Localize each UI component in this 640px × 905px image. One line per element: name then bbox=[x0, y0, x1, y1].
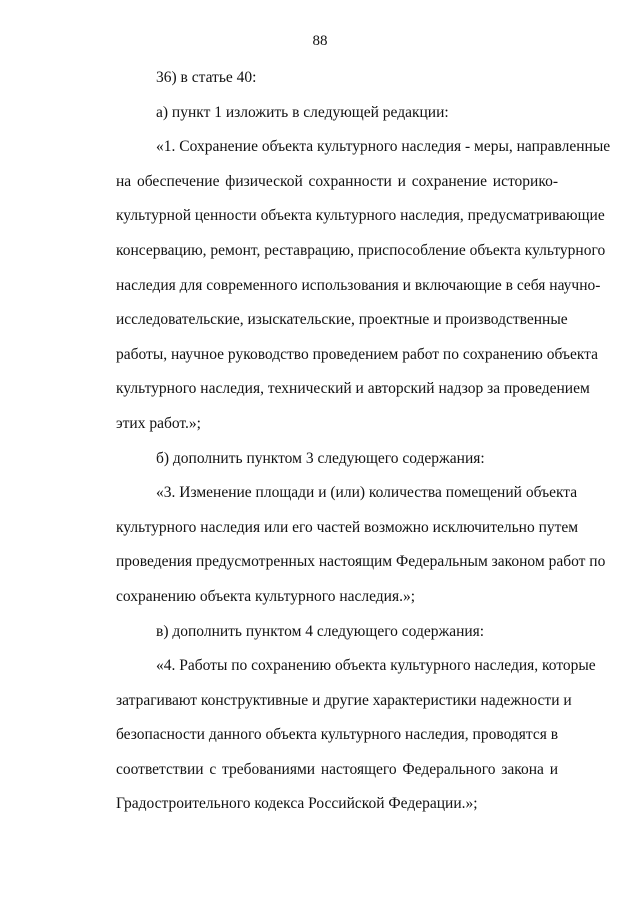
text-line: соответствии с требованиями настоящего Федерального закона и bbox=[116, 760, 558, 778]
paragraph-subitem-b bbox=[76, 442, 558, 477]
text-line: «4. Работы по сохранению объекта культурного наследия, которые bbox=[156, 657, 596, 675]
text-line: культурного наследия, технический и авторский надзор за проведением bbox=[116, 380, 590, 398]
text-line: безопасности данного объекта культурного наследия, проводятся в bbox=[116, 726, 559, 744]
paragraph-point-3 bbox=[76, 476, 606, 614]
paragraph-subitem-c bbox=[76, 615, 558, 650]
text-line: «1. Сохранение объекта культурного наследия - меры, направленные bbox=[156, 138, 611, 156]
text-line: затрагивают конструктивные и другие характеристики надежности и bbox=[116, 691, 572, 709]
paragraph-point-1 bbox=[76, 130, 611, 441]
text-line: в) дополнить пунктом 4 следующего содержания: bbox=[156, 622, 485, 640]
text-line: Градостроительного кодекса Российской Федерации.»; bbox=[116, 795, 478, 813]
text-line: «3. Изменение площади и (или) количества помещений объекта bbox=[156, 484, 578, 502]
paragraph-subitem-a bbox=[76, 96, 558, 131]
text-line: работы, научное руководство проведением работ по сохранению объекта bbox=[116, 345, 599, 363]
paragraph-point-4 bbox=[76, 649, 596, 822]
paragraph-article-heading bbox=[76, 61, 558, 96]
page-number: 88 bbox=[312, 33, 328, 49]
text-line: культурного наследия или его частей возможно исключительно путем bbox=[116, 518, 579, 536]
text-line: наследия для современного использования и включающие в себя научно- bbox=[116, 276, 601, 294]
text-line: 36) в статье 40: bbox=[156, 69, 257, 86]
text-line: б) дополнить пунктом 3 следующего содержания: bbox=[156, 449, 485, 467]
text-line: исследовательские, изыскательские, проектные и производственные bbox=[116, 311, 568, 329]
text-line: а) пункт 1 изложить в следующей редакции: bbox=[156, 103, 449, 121]
document-body bbox=[76, 61, 611, 822]
text-line: этих работ.»; bbox=[116, 414, 201, 432]
text-line: консервацию, ремонт, реставрацию, приспособление объекта культурного bbox=[116, 241, 606, 259]
text-line: сохранению объекта культурного наследия.»; bbox=[116, 587, 416, 605]
text-line: культурной ценности объекта культурного наследия, предусматривающие bbox=[116, 207, 605, 225]
text-line: проведения предусмотренных настоящим Федеральным законом работ по bbox=[116, 553, 606, 571]
text-line: на обеспечение физической сохранности и сохранение историко- bbox=[116, 172, 558, 190]
